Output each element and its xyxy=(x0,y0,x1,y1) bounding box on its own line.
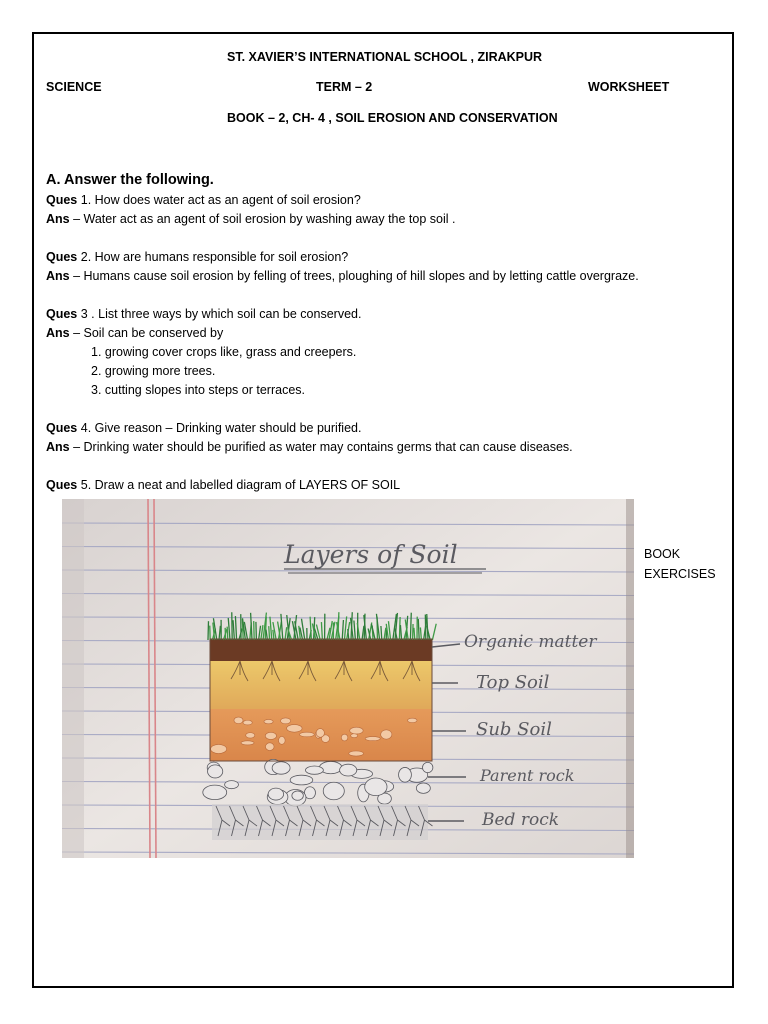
diagram-title: Layers of Soil xyxy=(284,540,458,569)
grass-blade xyxy=(227,627,228,640)
side-note-line: EXERCISES xyxy=(644,567,716,581)
ques-label: Ques xyxy=(46,478,78,492)
chapter-title: BOOK – 2, CH- 4 , SOIL EROSION AND CONSERVATION xyxy=(227,111,558,125)
school-name: ST. XAVIER’S INTERNATIONAL SCHOOL , ZIRAKPUR xyxy=(227,50,543,64)
soil-layers-diagram-photo xyxy=(62,499,634,858)
rock-stone xyxy=(340,764,357,776)
label-parent-rock: Parent rock xyxy=(480,766,575,785)
grass-blade xyxy=(410,613,411,640)
rock-stone xyxy=(399,767,412,782)
rock-stone xyxy=(268,788,283,800)
side-note xyxy=(644,544,716,584)
side-note-line: BOOK xyxy=(644,547,681,561)
label-sub-soil: Sub Soil xyxy=(476,719,552,740)
q5-number: 5 xyxy=(77,478,88,492)
soil-layers-drawing xyxy=(62,499,634,858)
q2-answer-text: – Humans cause soil erosion by felling of trees, ploughing of hill slopes and by letting cattle overgraze. xyxy=(69,269,639,283)
ques-label: Ques xyxy=(46,250,78,264)
section-title: A. Answer the following. xyxy=(46,172,214,188)
q1-number: 1. xyxy=(77,193,92,207)
q4-answer-text: – Drinking water should be purified as water may contains germs that can cause diseases. xyxy=(69,440,573,454)
pebble xyxy=(381,730,392,739)
q4-question-text: Give reason – Drinking water should be purified. xyxy=(91,421,362,435)
photo-edge-shadow xyxy=(626,499,634,858)
q4-answer xyxy=(46,438,573,457)
subject-label: SCIENCE xyxy=(46,80,102,94)
q1-question-text: How does water act as an agent of soil erosion? xyxy=(91,193,361,207)
rock-stone xyxy=(203,785,227,800)
ans-label: Ans xyxy=(46,440,70,454)
pebble xyxy=(281,718,291,724)
bed-rock-layer xyxy=(212,804,433,840)
q1-answer xyxy=(46,210,455,229)
ques-label: Ques xyxy=(46,307,78,321)
rock-stone xyxy=(365,778,387,796)
grass-blade xyxy=(418,619,419,640)
organic-matter-layer xyxy=(210,639,432,661)
pebble xyxy=(211,744,227,753)
rock-stone xyxy=(423,762,433,772)
q4-number: 4. xyxy=(77,421,92,435)
q3-answer xyxy=(46,324,223,343)
pebble xyxy=(243,720,252,725)
pebble xyxy=(341,734,348,741)
ans-label: Ans xyxy=(46,212,70,226)
pebble xyxy=(234,717,243,724)
grass-blade xyxy=(414,628,415,640)
pebble xyxy=(241,741,254,745)
rock-stone xyxy=(323,782,344,799)
q2-answer xyxy=(46,267,639,286)
q3-list-item: 3. cutting slopes into steps or terraces. xyxy=(91,383,305,397)
rock-stone xyxy=(416,783,430,793)
pebble xyxy=(265,743,274,751)
rock-stone xyxy=(290,775,313,785)
rock-stone xyxy=(225,781,239,789)
pebble xyxy=(365,737,380,741)
q3-question-text: . List three ways by which soil can be conserved. xyxy=(87,307,362,321)
q3-list-item: 1. growing cover crops like, grass and creepers. xyxy=(91,345,357,359)
top-soil-layer xyxy=(210,661,432,709)
rock-stone xyxy=(272,762,290,774)
grass-blade xyxy=(269,626,270,640)
worksheet-label: WORKSHEET xyxy=(588,80,670,94)
q2-number: 2. xyxy=(77,250,92,264)
q5-question xyxy=(46,476,400,495)
grass-blade xyxy=(381,626,382,640)
label-top-soil: Top Soil xyxy=(476,672,550,693)
q3-list-item: 2. growing more trees. xyxy=(91,364,216,378)
q4-question xyxy=(46,419,361,438)
pebble xyxy=(350,727,363,734)
pebble xyxy=(287,725,302,733)
q5-question-text: . Draw a neat and labelled diagram of LAYERS OF SOIL xyxy=(87,478,401,492)
q1-question xyxy=(46,191,361,210)
pebble xyxy=(349,751,364,756)
grass-blade xyxy=(399,617,400,640)
pebble xyxy=(246,733,255,738)
q3-answer-text: – Soil can be conserved by xyxy=(69,326,224,340)
q2-question-text: How are humans responsible for soil erosion? xyxy=(91,250,349,264)
page-gutter-shadow xyxy=(62,499,84,858)
q1-answer-text: – Water act as an agent of soil erosion by washing away the top soil . xyxy=(69,212,456,226)
label-organic-matter: Organic matter xyxy=(464,632,597,652)
pebble xyxy=(408,718,418,722)
label-bed-rock: Bed rock xyxy=(482,810,560,830)
ques-label: Ques xyxy=(46,193,78,207)
ans-label: Ans xyxy=(46,326,70,340)
rock-stone xyxy=(208,765,223,778)
term-label: TERM – 2 xyxy=(316,80,373,94)
ans-label: Ans xyxy=(46,269,70,283)
rock-stone xyxy=(305,766,323,774)
q3-number: 3 xyxy=(77,307,88,321)
pebble xyxy=(316,729,324,738)
q2-question xyxy=(46,248,348,267)
pebble xyxy=(264,719,273,723)
ques-label: Ques xyxy=(46,421,78,435)
pebble xyxy=(279,736,286,744)
q3-question xyxy=(46,305,361,324)
pebble xyxy=(300,732,315,737)
rock-stone xyxy=(292,791,304,800)
pebble xyxy=(265,732,276,739)
